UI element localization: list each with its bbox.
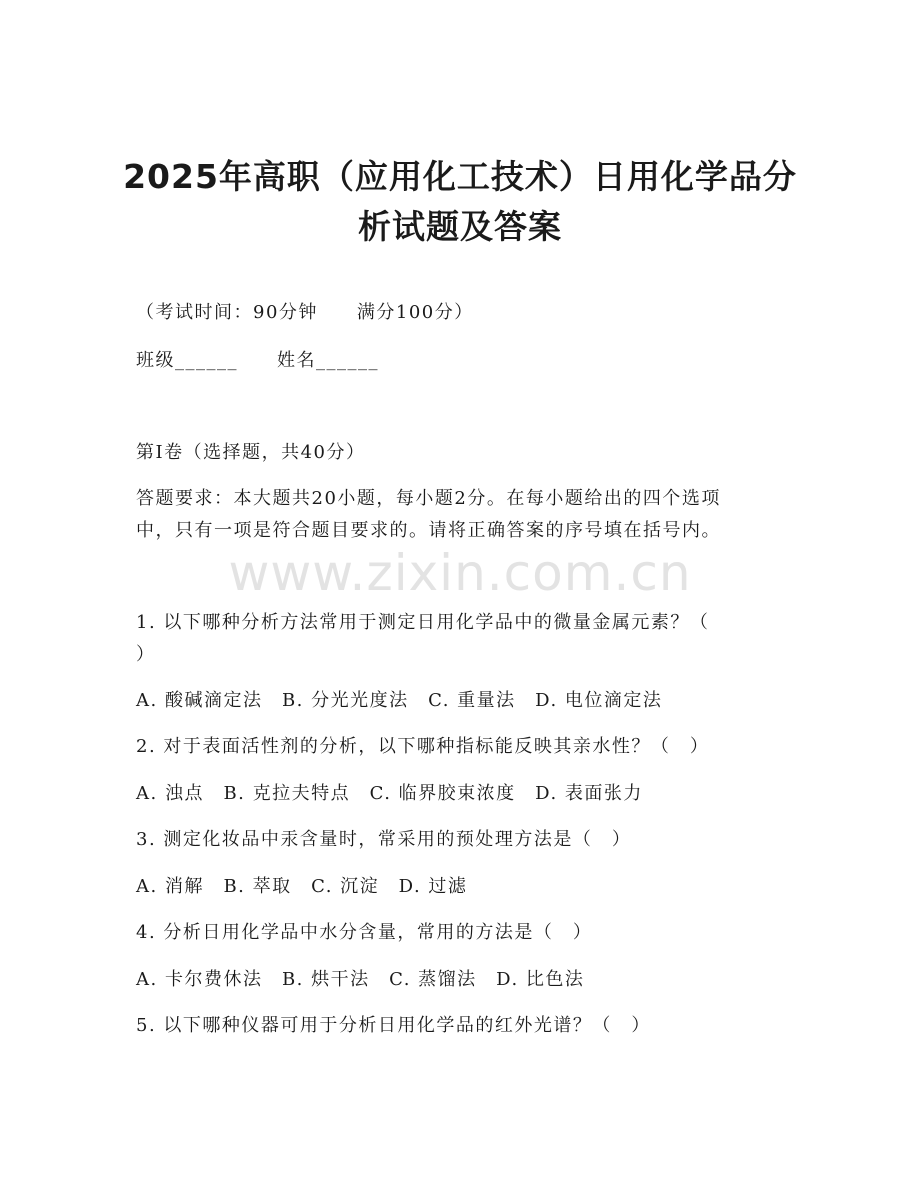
class-name-line: 班级______ 姓名______ [136,350,379,371]
instructions-line-2: 中，只有一项是符合题目要求的。请将正确答案的序号填在括号内。 [136,520,721,541]
question-2-stem: 2. 对于表面活性剂的分析，以下哪种指标能反映其亲水性？（ ） [136,736,710,757]
document-title-line-2: 析试题及答案 [358,207,562,246]
exam-info: （考试时间：90分钟 满分100分） [136,302,474,323]
question-1-options: A. 酸碱滴定法 B. 分光光度法 C. 重量法 D. 电位滴定法 [136,690,663,711]
question-3-stem: 3. 测定化妆品中汞含量时，常采用的预处理方法是（ ） [136,829,632,850]
question-5-stem: 5. 以下哪种仪器可用于分析日用化学品的红外光谱？（ ） [136,1015,651,1036]
document-title-line-1: 2025年高职（应用化工技术）日用化学品分 [123,157,797,196]
question-1-stem-line-2: ） [136,644,156,665]
question-1-stem-line-1: 1. 以下哪种分析方法常用于测定日用化学品中的微量金属元素？（ [136,612,710,633]
section-heading: 第I卷（选择题，共40分） [136,442,366,463]
question-4-options: A. 卡尔费休法 B. 烘干法 C. 蒸馏法 D. 比色法 [136,969,585,990]
question-2-options: A. 浊点 B. 克拉夫特点 C. 临界胶束浓度 D. 表面张力 [136,783,643,804]
question-3-options: A. 消解 B. 萃取 C. 沉淀 D. 过滤 [136,876,468,897]
question-4-stem: 4. 分析日用化学品中水分含量，常用的方法是（ ） [136,922,593,943]
instructions-line-1: 答题要求：本大题共20小题，每小题2分。在每小题给出的四个选项 [136,488,721,509]
watermark: www.zixin.com.cn [228,544,692,602]
